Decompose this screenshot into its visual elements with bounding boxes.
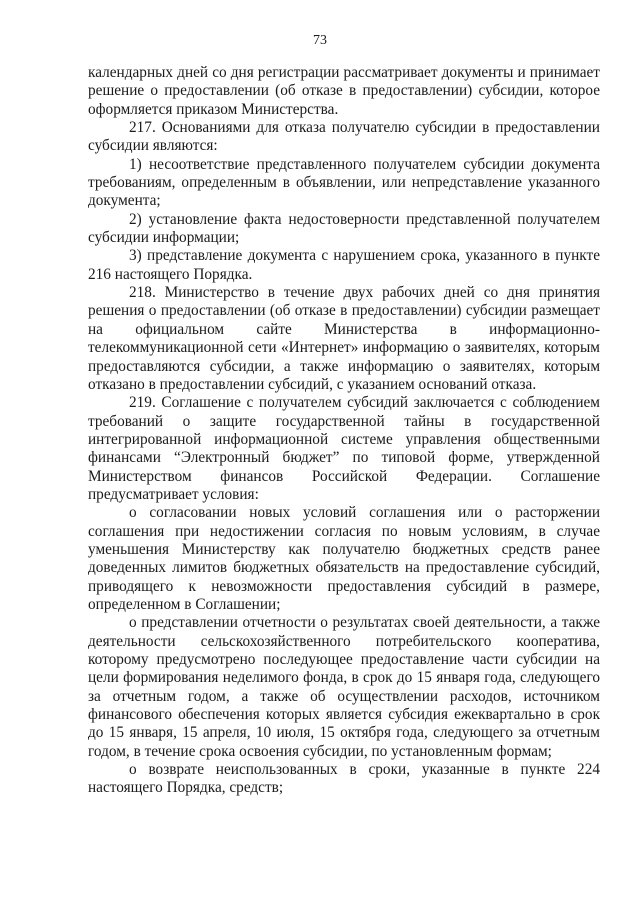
text-line: оформляется приказом Министерства. — [88, 100, 339, 118]
text-line: уменьшения Министерству как получателю бюджетных средств ранее — [88, 540, 600, 558]
text-line: 217. Основаниями для отказа получателю субсидии в предоставлении — [129, 119, 600, 137]
text-line: субсидии информации; — [88, 229, 240, 247]
text-line: о представлении отчетности о результатах своей деятельности, а также — [129, 614, 600, 632]
text-line: субсидии являются: — [88, 137, 218, 155]
page-number: 73 — [313, 33, 327, 48]
text-line: 3) представление документа с нарушением срока, указанного в пункте — [129, 247, 600, 265]
text-line: на официальном сайте Министерства в информационно- — [88, 320, 600, 338]
text-line: которому предусмотрено последующее предоставление части субсидии на — [88, 651, 600, 668]
text-line: предусматривает условия: — [88, 485, 259, 503]
text-line: деятельности сельскохозяйственного потребительского кооператива, — [88, 632, 600, 650]
text-line: настоящего Порядка, средств; — [88, 779, 284, 797]
text-line: 216 настоящего Порядка. — [88, 265, 253, 283]
text-line: 1) несоответствие представленного получателем субсидии документа — [129, 155, 600, 173]
text-line: финансами “Электронный бюджет” по типовой форме, утвержденной — [88, 449, 600, 467]
text-line: о возврате неиспользованных в сроки, указанные в пункте 224 — [129, 761, 600, 779]
text-line: телекоммуникационной сети «Интернет» информацию о заявителях, которым — [88, 339, 600, 357]
text-line: 2) установление факта недостоверности представленной получателем — [129, 210, 600, 228]
text-line: Министерством финансов Российской Федерации. Соглашение — [88, 467, 600, 485]
text-line: доведенных лимитов бюджетных обязательств на предоставление субсидий, — [88, 559, 600, 577]
text-line: за отчетным годом, а также об осуществлении расходов, источником — [88, 687, 600, 705]
text-line: требований о защите государственной тайны в государственной — [88, 412, 600, 430]
text-line: интегрированной информационной системе управления общественными — [88, 430, 600, 448]
text-line: 219. Соглашение с получателем субсидий заключается с соблюдением — [129, 394, 600, 412]
text-line: календарных дней со дня регистрации рассматривает документы и принимает — [88, 64, 600, 81]
text-line: до 15 января, 15 апреля, 10 июля, 15 октября года, следующего за отчетным — [88, 724, 600, 742]
text-line: цели формирования неделимого фонда, в срок до 15 января года, следующего — [88, 669, 600, 687]
text-line: требованиям, определенным в объявлении, или непредставление указанного — [88, 174, 600, 192]
text-line: определенном в Соглашении; — [88, 595, 281, 613]
body-text — [88, 64, 600, 798]
text-line: решения о предоставлении (об отказе в предоставлении) субсидии размещает — [88, 302, 600, 320]
text-line: финансового обеспечения которых является субсидия ежеквартально в срок — [88, 706, 600, 724]
text-line: отказано в предоставлении субсидий, с указанием оснований отказа. — [88, 375, 537, 393]
text-line: предоставляются субсидии, а также информацию о заявителях, которым — [88, 357, 600, 375]
text-line: приводящего к невозможности предоставления субсидий в размере, — [88, 577, 600, 595]
text-line: соглашения при недостижении согласия по новым условиям, в случае — [88, 522, 600, 540]
text-line: документа; — [88, 192, 161, 210]
text-line: годом, в течение срока освоения субсидии, по установленным формам; — [88, 742, 552, 760]
text-line: 218. Министерство в течение двух рабочих дней со дня принятия — [129, 284, 600, 302]
text-line: решение о предоставлении (об отказе в предоставлении) субсидии, которое — [88, 82, 600, 100]
text-line: о согласовании новых условий соглашения или о расторжении — [129, 504, 600, 522]
